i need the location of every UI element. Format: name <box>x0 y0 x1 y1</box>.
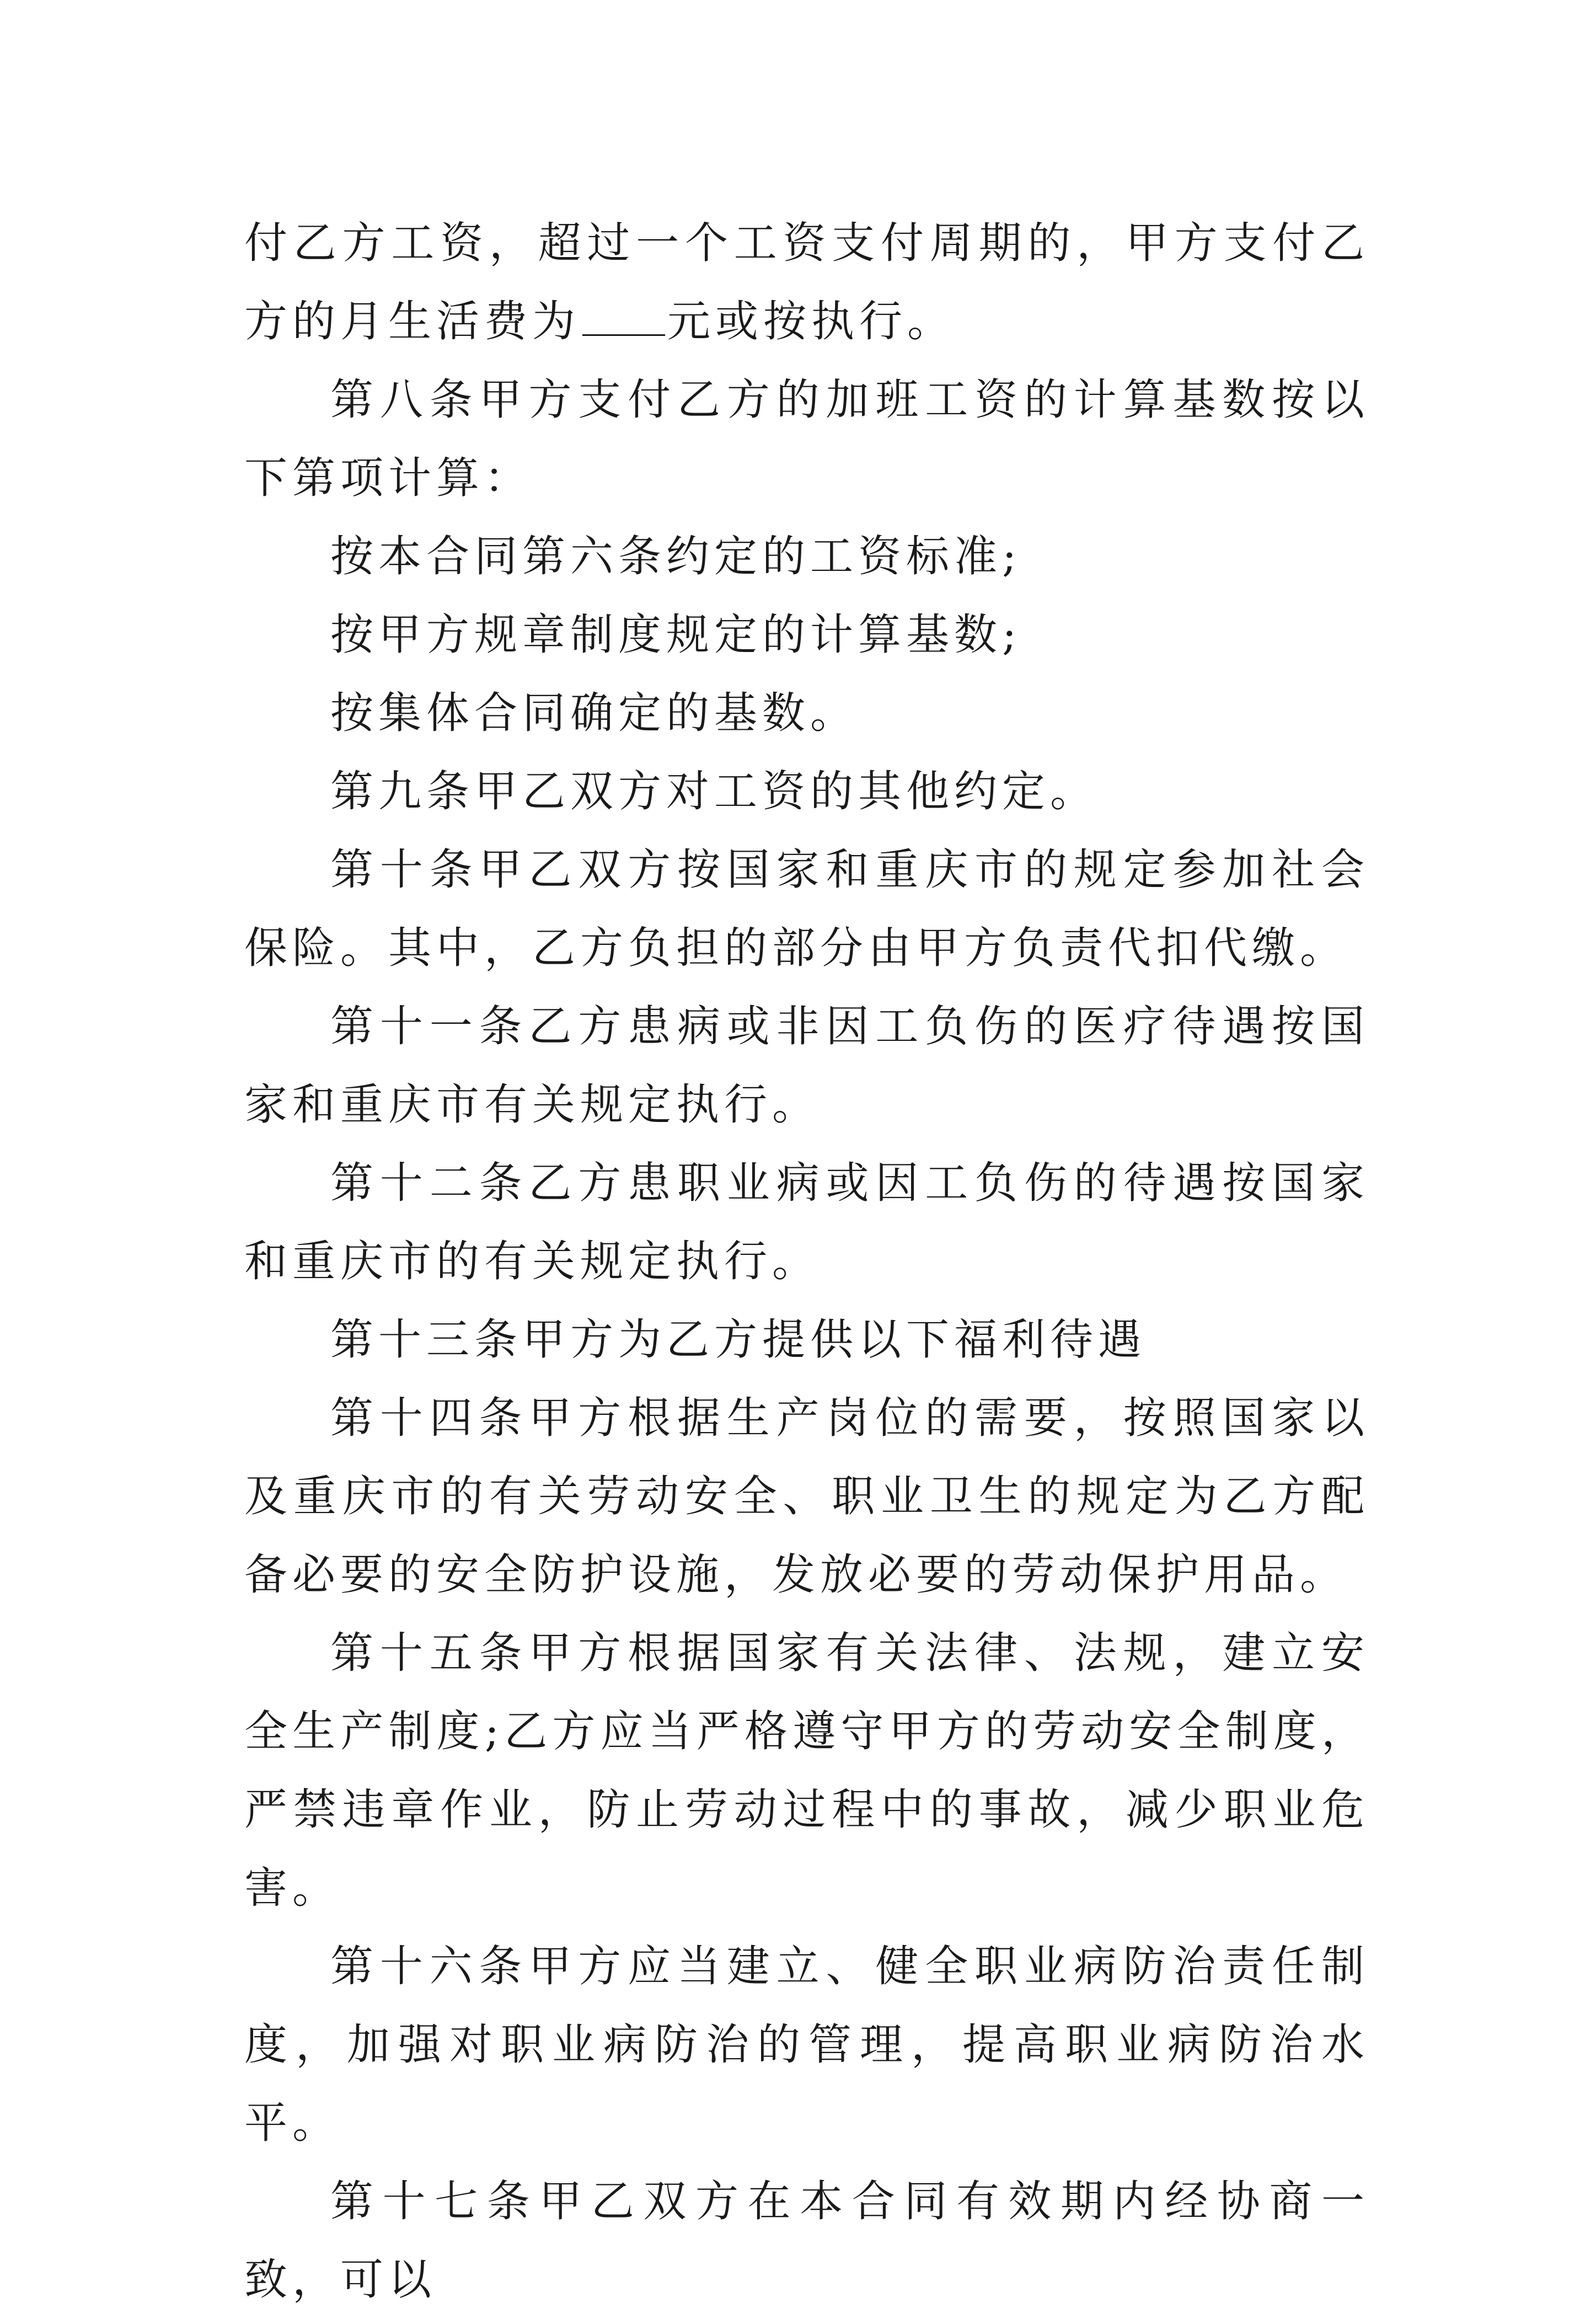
paragraph-article-13: 第十三条甲方为乙方提供以下福利待遇 <box>330 1315 1147 1365</box>
fill-in-blank <box>582 296 665 336</box>
paragraph-text: 元或按执行。 <box>667 297 956 346</box>
paragraph-article-16: 第十六条甲方应当建立、健全职业病防治责任制度，加强对职业病防治的管理，提高职业病防治水平。 <box>244 1942 1369 2148</box>
paragraph-option-2: 按甲方规章制度规定的计算基数; <box>330 610 1022 660</box>
paragraph-article-11: 第十一条乙方患病或非因工负伤的医疗待遇按国家和重庆市有关规定执行。 <box>244 1002 1369 1130</box>
paragraph-article-9: 第九条甲乙双方对工资的其他约定。 <box>330 767 1099 816</box>
paragraph-article-14: 第十四条甲方根据生产岗位的需要，按照国家以及重庆市的有关劳动安全、职业卫生的规定为乙方配备必要的安全防护设施，发放必要的劳动保护用品。 <box>244 1393 1369 1600</box>
paragraph-article-10: 第十条甲乙双方按国家和重庆市的规定参加社会保险。其中，乙方负担的部分由甲方负责代扣代缴。 <box>244 845 1369 973</box>
paragraph-option-1: 按本合同第六条约定的工资标准; <box>330 532 1022 581</box>
paragraph-text: 付乙方工资，超过一个工资支付周期的，甲方支付乙方的月生活费为 <box>244 218 1369 346</box>
paragraph-article-12: 第十二条乙方患职业病或因工负伤的待遇按国家和重庆市的有关规定执行。 <box>244 1158 1369 1286</box>
paragraph-option-3: 按集体合同确定的基数。 <box>330 688 859 738</box>
contract-body <box>244 204 1369 2319</box>
paragraph-article-17: 第十七条甲乙双方在本合同有效期内经协商一致，可以 <box>244 2177 1369 2305</box>
paragraph-article-15: 第十五条甲方根据国家有关法律、法规，建立安全生产制度;乙方应当严格遵守甲方的劳动安全制度，严禁违章作业，防止劳动过程中的事故，减少职业危害。 <box>244 1628 1369 1913</box>
paragraph-article-8: 第八条甲方支付乙方的加班工资的计算基数按以下第项计算： <box>244 375 1369 503</box>
paragraph-wage-continuation <box>244 204 1369 361</box>
